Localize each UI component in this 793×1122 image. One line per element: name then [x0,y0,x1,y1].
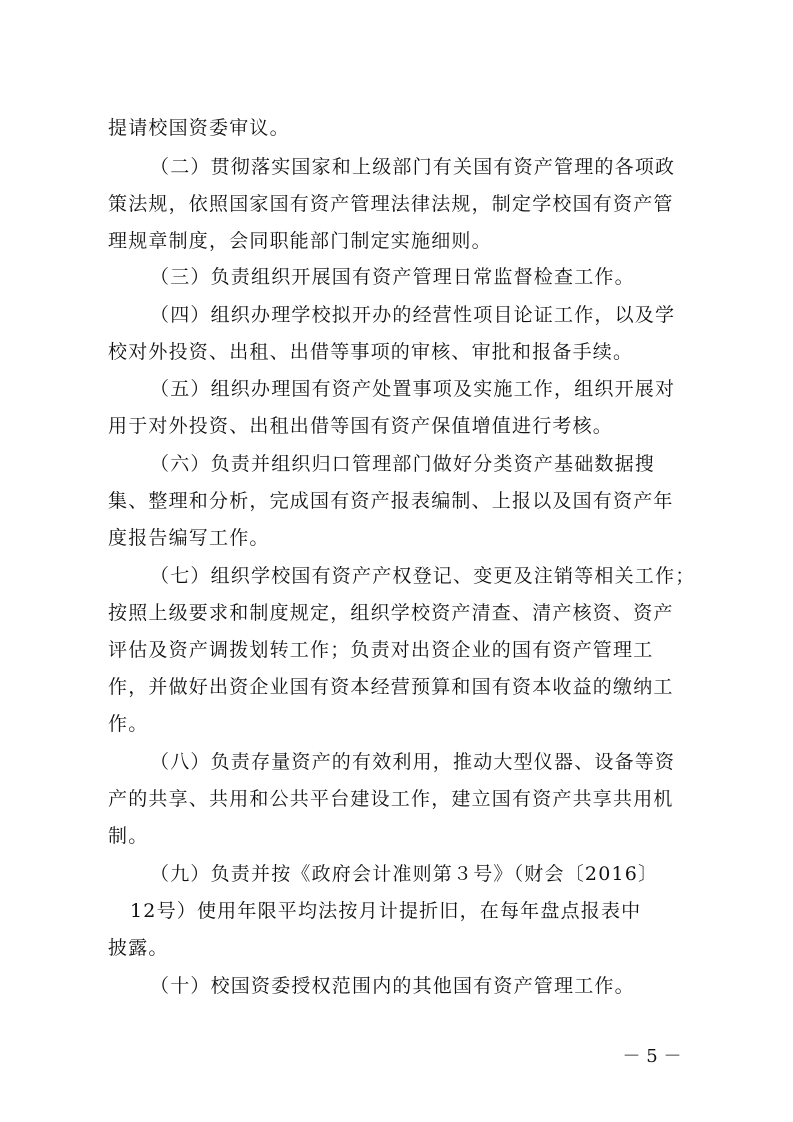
text-line: 度报告编写工作。 [108,527,270,549]
text-line: 12号）使用年限平均法按月计提折旧，在每年盘点报表中 [130,900,642,922]
text-line: 作。 [108,713,149,735]
paragraph-2-start: （二）贯彻落实国家和上级部门有关国有资产管理的各项政 [150,156,676,178]
paragraph-10-start: （十）校国资委授权范围内的其他国有资产管理工作。 [150,975,635,997]
text-line: 作，并做好出资企业国有资本经营预算和国有资本收益的缴纳工 [108,676,674,698]
text-line: 集、整理和分析，完成国有资产报表编制、上报以及国有资产年 [108,490,674,512]
text-line: 用于对外投资、出租出借等国有资产保值增值进行考核。 [108,415,614,437]
text-line: 评估及资产调拨划转工作；负责对出资企业的国有资产管理工 [108,639,654,661]
text-line: 理规章制度，会同职能部门制定实施细则。 [108,230,492,252]
paragraph-5-start: （五）组织办理国有资产处置事项及实施工作，组织开展对 [150,378,676,400]
text-line: 制。 [108,825,149,847]
text-line: 披露。 [108,937,169,959]
text-line: 按照上级要求和制度规定，组织学校资产清查、清产核资、资产 [108,602,674,624]
page-number: － 5 － [622,1046,682,1067]
paragraph-6-start: （六）负责并组织归口管理部门做好分类资产基础数据搜 [150,453,656,475]
paragraph-3-start: （三）负责组织开展国有资产管理日常监督检查工作。 [150,266,635,288]
paragraph-8-start: （八）负责存量资产的有效利用，推动大型仪器、设备等资 [150,751,676,773]
text-line: 校对外投资、出租、出借等事项的审核、审批和报备手续。 [108,341,634,363]
text-line: 策法规，依照国家国有资产管理法律法规，制定学校国有资产管 [108,193,674,215]
paragraph-9-start: （九）负责并按《政府会计准则第３号》（财会〔2016〕 [150,863,659,885]
paragraph-4-start: （四）组织办理学校拟开办的经营性项目论证工作，以及学 [150,304,676,326]
text-line: 产的共享、共用和公共平台建设工作，建立国有资产共享共用机 [108,788,674,810]
text-line: 提请校国资委审议。 [108,117,290,139]
paragraph-7-start: （七）组织学校国有资产产权登记、变更及注销等相关工作； [150,565,696,587]
